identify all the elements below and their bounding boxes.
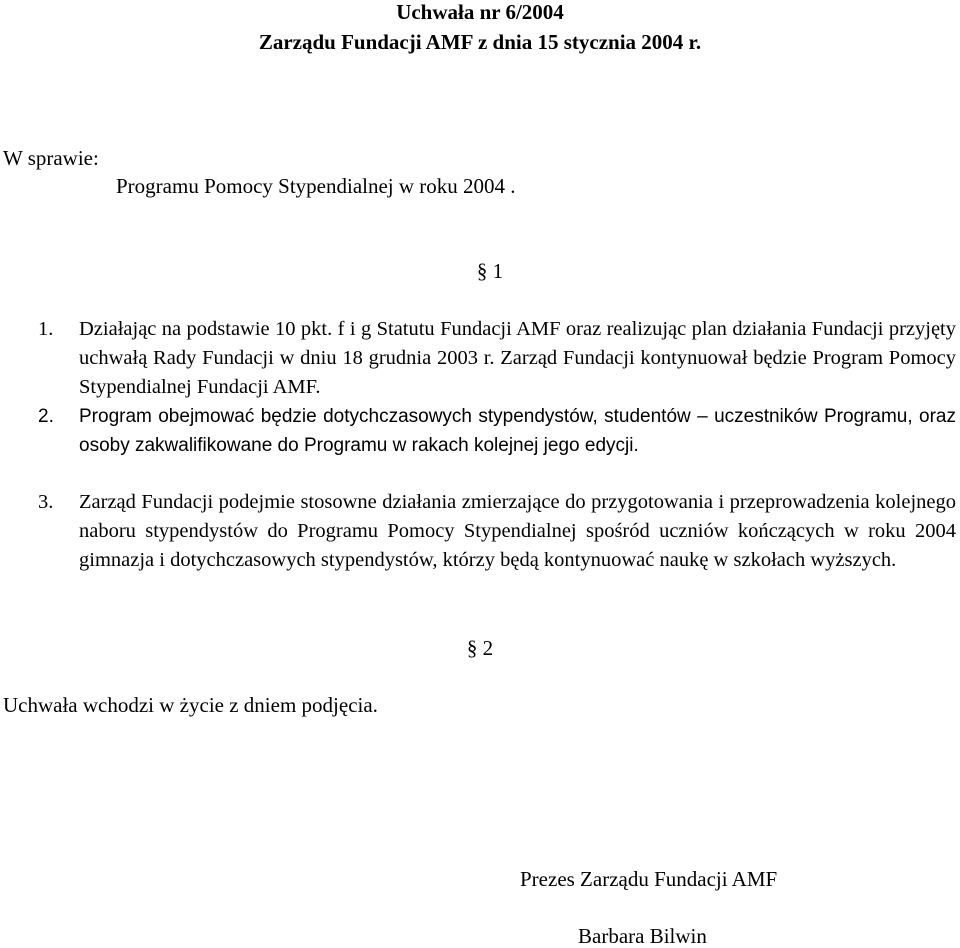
paragraph-number: 3. — [38, 491, 54, 513]
resolution-date-heading: Zarządu Fundacji AMF z dnia 15 stycznia 2004 r. — [258, 30, 702, 54]
paragraph-text: Zarząd Fundacji podejmie stosowne działania zmierzające do przygotowania i przeprowadzenia kolejnego naboru stypendystów do Programu Pomocy Stypendialnej spośród uczniów kończących w roku 2004 gimnazja i dotychczasowych stypendystów, którzy będą kontynuować naukę w szkołach wyższych. — [79, 491, 956, 571]
paragraph-text: Działając na podstawie 10 pkt. f i g Statutu Fundacji AMF oraz realizując plan działania Fundacji przyjęty uchwałą Rady Fundacji w dniu 18 grudnia 2003 r. Zarząd Fundacji kontynuował będzie Program Pomocy Stypendialnej Fundacji AMF. — [79, 318, 956, 398]
section-mark-2: § 2 — [466, 636, 494, 660]
paragraph-3 — [38, 488, 956, 575]
resolution-number: Uchwała nr 6/2004 — [396, 0, 564, 24]
paragraph-2 — [38, 402, 956, 460]
paragraph-text: Program obejmować będzie dotychczasowych stypendystów, studentów – uczestników Programu, oraz osoby zakwalifikowane do Programu w rakach kolejnej jego edycji. — [79, 406, 956, 456]
paragraph-number: 1. — [38, 318, 54, 340]
subject-value: Programu Pomocy Stypendialnej w roku 2004 . — [116, 174, 516, 198]
paragraph-1 — [38, 315, 956, 402]
paragraph-number: 2. — [38, 406, 54, 427]
section-mark-1: § 1 — [476, 259, 504, 283]
signer-role: Prezes Zarządu Fundacji AMF — [520, 867, 778, 891]
effective-date-clause: Uchwała wchodzi w życie z dniem podjęcia. — [3, 693, 378, 717]
signer-name: Barbara Bilwin — [578, 924, 707, 948]
subject-label: W sprawie: — [3, 146, 99, 170]
